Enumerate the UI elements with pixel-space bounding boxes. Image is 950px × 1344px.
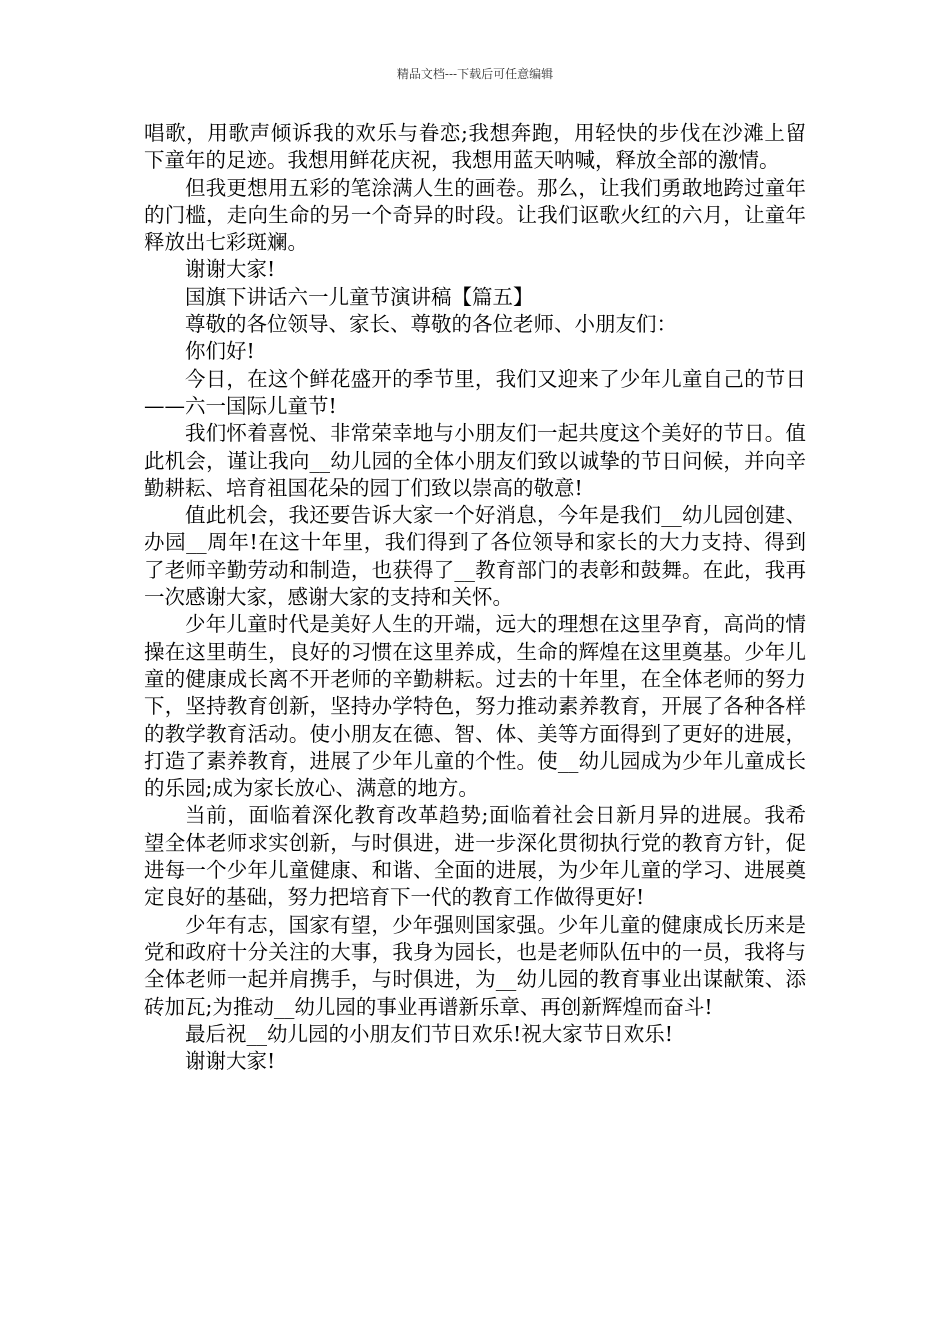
paragraph: 最后祝__幼儿园的小朋友们节日欢乐!祝大家节日欢乐! [185,1021,673,1046]
document-body [144,120,806,1075]
paragraph-continued: 唱歌，用歌声倾诉我的欢乐与眷恋;我想奔跑，用轻快的步伐在沙滩上留下童年的足迹。我想用鲜花庆祝，我想用蓝天呐喊，释放全部的激情。 [144,121,806,173]
paragraph: 少年儿童时代是美好人生的开端，远大的理想在这里孕育，高尚的情操在这里萌生，良好的习惯在这里养成，生命的辉煌在这里奠基。少年儿童的健康成长离不开老师的辛勤耕耘。过去的十年里，在全体老师的努力下，坚持教育创新，坚持办学特色，努力推动素养教育，开展了各种各样的教学教育活动。使小朋友在德、智、体、美等方面得到了更好的进展，打造了素养教育，进展了少年儿童的个性。使__幼儿园成为少年儿童成长的乐园;成为家长放心、满意的地方。 [144,612,806,801]
paragraph: 当前，面临着深化教育改革趋势;面临着社会日新月异的进展。我希望全体老师求实创新，与时俱进，进一步深化贯彻执行党的教育方针，促进每一个少年儿童健康、和谐、全面的进展，为少年儿童的学习、进展奠定良好的基础，努力把培育下一代的教育工作做得更好! [144,803,806,910]
closing-thanks: 谢谢大家! [185,257,276,282]
page-header: 精品文档---下载后可任意编辑 [396,67,554,81]
salutation: 尊敬的各位领导、家长、尊敬的各位老师、小朋友们： [185,312,677,337]
paragraph: 今日，在这个鲜花盛开的季节里，我们又迎来了少年儿童自己的节日——六一国际儿童节! [144,366,806,418]
paragraph: 值此机会，我还要告诉大家一个好消息，今年是我们__幼儿园创建、办园__周年!在这十年里，我们得到了各位领导和家长的大力支持、得到了老师辛勤劳动和制造，也获得了__教育部门的表彰和鼓舞。在此，我再一次感谢大家，感谢大家的支持和关怀。 [144,503,806,610]
greeting: 你们好! [185,339,255,364]
paragraph: 我们怀着喜悦、非常荣幸地与小朋友们一起共度这个美好的节日。值此机会，谨让我向__幼儿园的全体小朋友们致以诚挚的节日问候，并向辛勤耕耘、培育祖国花朵的园丁们致以崇高的敬意! [144,421,806,500]
section-title: 国旗下讲话六一儿童节演讲稿【篇五】 [185,284,534,309]
closing-thanks: 谢谢大家! [185,1049,276,1074]
paragraph: 但我更想用五彩的笔涂满人生的画卷。那么，让我们勇敢地跨过童年的门槛，走向生命的另一个奇异的时段。让我们讴歌火红的六月，让童年释放出七彩斑斓。 [144,175,806,255]
paragraph: 少年有志，国家有望，少年强则国家强。少年儿童的健康成长历来是党和政府十分关注的大事，我身为园长，也是老师队伍中的一员，我将与全体老师一起并肩携手，与时俱进，为__幼儿园的教育事业出谋献策、添砖加瓦;为推动__幼儿园的事业再谱新乐章、再创新辉煌而奋斗! [144,912,806,1019]
